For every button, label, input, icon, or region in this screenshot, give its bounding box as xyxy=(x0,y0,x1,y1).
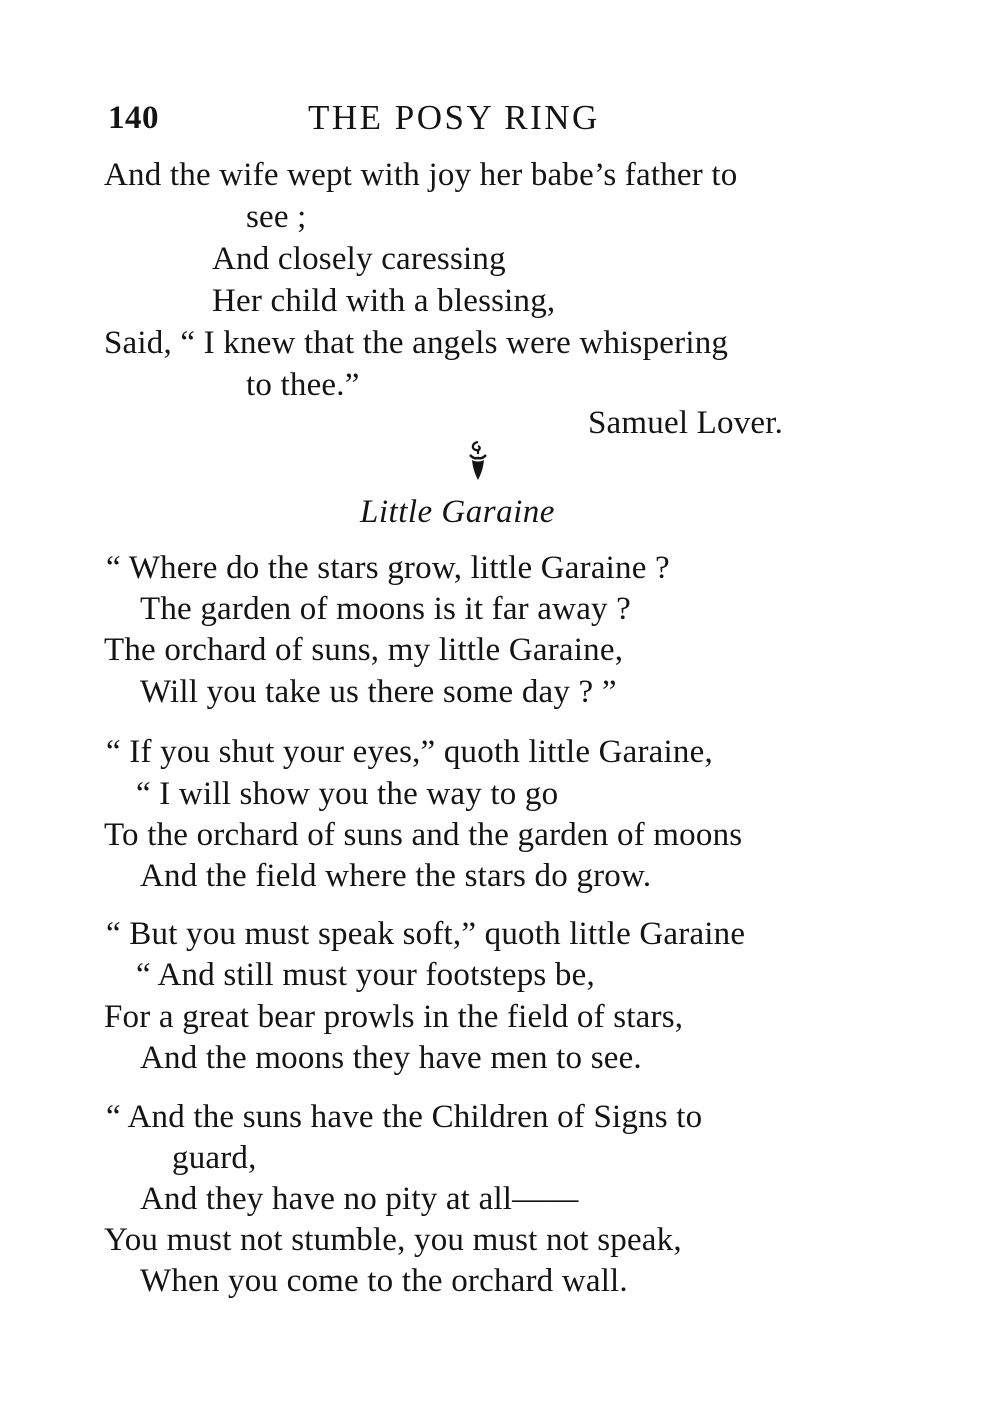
poem-line: Will you take us there some day ? ” xyxy=(140,674,617,710)
poem-line: When you come to the orchard wall. xyxy=(140,1263,628,1299)
poem-line: “ But you must speak soft,” quoth little Garaine xyxy=(106,916,746,952)
running-title: THE POSY RING xyxy=(308,98,600,137)
poem-line: “ I will show you the way to go xyxy=(136,776,559,812)
page-number: 140 xyxy=(108,100,159,136)
poem-line: For a great bear prowls in the field of stars, xyxy=(104,999,684,1035)
poem-line: Said, “ I knew that the angels were whispering xyxy=(104,325,729,361)
poem-line: Her child with a blessing, xyxy=(212,283,556,319)
fleuron-icon xyxy=(466,440,490,482)
poem-line: And the wife wept with joy her babe’s father to xyxy=(104,157,738,193)
poem-line: “ And the suns have the Children of Signs to xyxy=(106,1099,703,1135)
poem-line: see ; xyxy=(246,199,307,235)
poem-line: You must not stumble, you must not speak, xyxy=(104,1222,682,1258)
poem-line: to thee.” xyxy=(246,367,360,403)
poem-line: And the field where the stars do grow. xyxy=(140,858,652,894)
poem-line: guard, xyxy=(172,1140,257,1176)
poem-line: To the orchard of suns and the garden of moons xyxy=(104,817,743,853)
poem-line: And they have no pity at all—— xyxy=(140,1181,579,1217)
author-attribution: Samuel Lover. xyxy=(588,405,784,441)
poem-line: “ If you shut your eyes,” quoth little Garaine, xyxy=(106,734,713,770)
poem-title: Little Garaine xyxy=(360,494,555,530)
poem-line: And closely caressing xyxy=(212,241,506,277)
poem-line: “ Where do the stars grow, little Garaine ? xyxy=(106,550,670,586)
poem-line: The orchard of suns, my little Garaine, xyxy=(104,632,624,668)
poem-line: The garden of moons is it far away ? xyxy=(140,591,632,627)
poem-line: “ And still must your footsteps be, xyxy=(136,957,595,993)
poem-line: And the moons they have men to see. xyxy=(140,1040,642,1076)
